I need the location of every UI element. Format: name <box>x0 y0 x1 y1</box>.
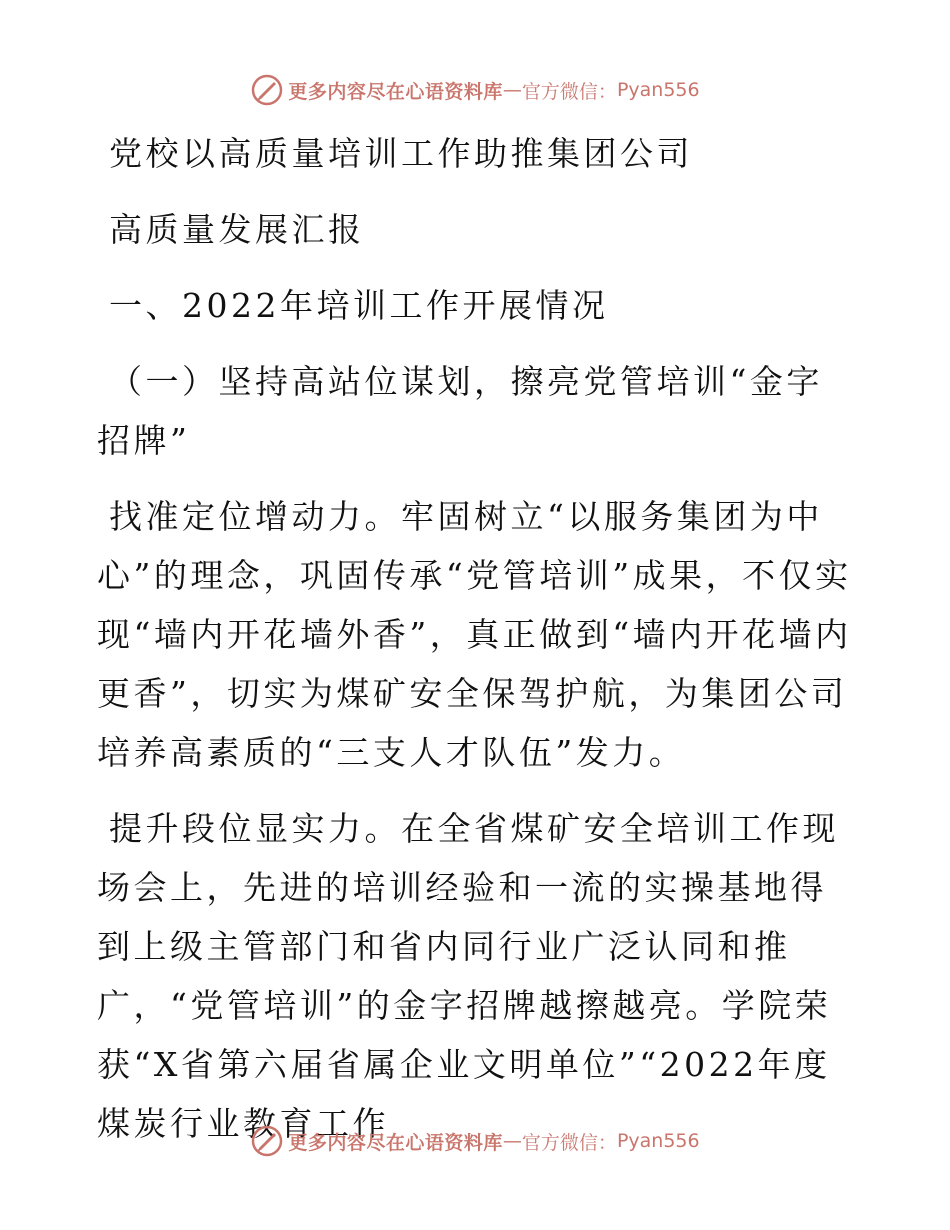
watermark-main-text: 更多内容尽在心语资料库 <box>288 1131 503 1154</box>
quill-circle-icon <box>250 73 284 107</box>
watermark-sub-text: 官方微信： <box>521 1131 617 1154</box>
header-watermark <box>0 70 950 110</box>
section-heading-1: 一、2022年培训工作开展情况 <box>109 286 609 325</box>
quill-circle-icon <box>250 1124 284 1158</box>
watermark-wechat-id: Pyan556 <box>616 79 700 101</box>
subsection-heading-1: （一）坚持高站位谋划，擦亮党管培训“金字招牌” <box>97 362 823 460</box>
watermark-main-text: 更多内容尽在心语资料库 <box>288 80 503 103</box>
watermark-sub-text: 官方微信： <box>521 80 617 103</box>
paragraph-1: 找准定位增动力。牢固树立“以服务集团为中心”的理念，巩固传承“党管培训”成果，不仅实现“墙内开花墙外香”，真正做到“墙内开花墙内更香”，切实为煤矿安全保驾护航，为集团公司培养高素质的“三支人才队伍”发力。 <box>97 497 852 772</box>
watermark-wechat-id: Pyan556 <box>616 1130 700 1152</box>
watermark-separator: — <box>502 1130 522 1152</box>
footer-watermark <box>0 1121 950 1161</box>
document-title-line-1: 党校以高质量培训工作助推集团公司 <box>109 134 693 173</box>
document-body <box>97 124 857 1170</box>
watermark-separator: — <box>502 79 522 101</box>
document-title-line-2: 高质量发展汇报 <box>109 210 365 249</box>
paragraph-2: 提升段位显实力。在全省煤矿安全培训工作现场会上，先进的培训经验和一流的实操基地得到上级主管部门和省内同行业广泛认同和推广，“党管培训”的金字招牌越擦越亮。学院荣获“X省第六届省属企业文明单位”“2022年度煤炭行业教育工作 <box>97 809 839 1143</box>
